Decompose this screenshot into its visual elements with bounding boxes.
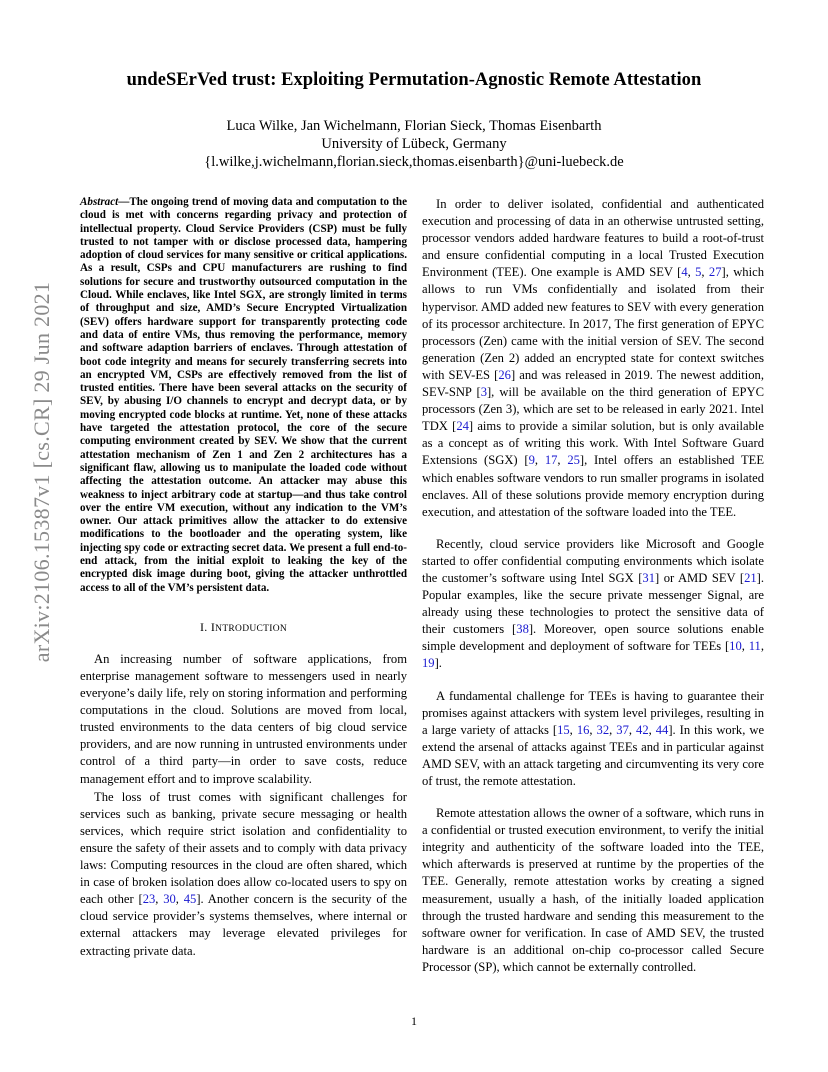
paragraph-text: An increasing number of software applications, from enterprise management software to messengers used in nearly everyone’s daily life, rely on storing information and performing computations in the cloud. Solutions are moved from local, trusted environments to the data centers of big cloud service providers, and are now running in untrusted environments under control of a third party—in order to save costs, reduce management effort and to improve scalability.: [80, 651, 407, 786]
paragraph-text: ]. Moreover, open source solutions enable simple development and deployment of software for TEEs [: [422, 622, 764, 654]
citation-link[interactable]: 4: [681, 265, 688, 280]
paragraph-text: ,: [648, 722, 656, 737]
left-body-text: [80, 651, 407, 960]
citation-link[interactable]: 9: [528, 453, 535, 468]
citation-link[interactable]: 27: [708, 265, 722, 280]
citation-link[interactable]: 15: [557, 722, 570, 737]
paragraph-text: ]. Popular examples, like the secure private messenger Signal, are already using these technologies to protect the sensitive data of their customers [: [422, 570, 765, 637]
paragraph-text: ,: [569, 722, 577, 737]
citation-link[interactable]: 17: [544, 453, 558, 468]
right-column: [422, 196, 764, 991]
paragraph: [80, 789, 407, 960]
paragraph-text: ,: [741, 639, 749, 654]
citation-link[interactable]: 32: [596, 722, 610, 737]
citation-link[interactable]: 5: [695, 265, 702, 280]
citation-link[interactable]: 30: [163, 892, 176, 907]
paragraph-text: ,: [687, 265, 696, 280]
left-column: [80, 196, 407, 960]
paragraph: [80, 651, 407, 788]
citation-link[interactable]: 31: [642, 570, 656, 585]
right-body-text: [422, 196, 764, 976]
abstract-label: Abstract: [80, 196, 119, 208]
paragraph-text: ], Intel offers an established TEE which enables software vendors to run smaller programs in isolated enclaves. All of these solutions provide memory encryption during execution, and attestation of the software loaded into the TEE.: [422, 453, 765, 519]
section-number: I.: [199, 619, 208, 634]
paragraph: [422, 196, 764, 521]
paragraph: [422, 688, 764, 791]
paragraph-text: Remote attestation allows the owner of a software, which runs in a confidential or trusted execution environment, to verify the initial integrity and authenticity of the software loaded into the TEE, which afterwards is preserved at runtime by the properties of the TEE. Generally, remote attestation works by creating a signed measurement, usually a hash, of the initially loaded application through the trusted hardware and sending this measurement to the software owner for verification. In case of AMD SEV, the trusted hardware is an additional on-chip co-processor called Secure Processor (SP), which cannot be externally controlled.: [422, 806, 764, 974]
paragraph-text: A fundamental challenge for TEEs is having to guarantee their promises against attackers with system level privileges, resulting in a large variety of attacks [: [422, 688, 764, 737]
author-affiliation: University of Lübeck, Germany: [321, 136, 507, 152]
paragraph-text: ,: [628, 722, 637, 737]
section-title-rest: NTRODUCTION: [215, 623, 288, 634]
author-names: Luca Wilke, Jan Wichelmann, Florian Sieck, Thomas Eisenbarth: [226, 118, 602, 134]
paragraph-text: ,: [155, 892, 164, 907]
citation-link[interactable]: 24: [456, 419, 469, 434]
citation-link[interactable]: 16: [576, 722, 590, 737]
citation-link[interactable]: 23: [142, 892, 156, 907]
citation-link[interactable]: 37: [616, 722, 629, 737]
citation-link[interactable]: 42: [636, 722, 649, 737]
paragraph-text: ,: [609, 722, 617, 737]
author-block: [0, 117, 828, 171]
citation-link[interactable]: 26: [498, 367, 511, 382]
paragraph-text: ] or AMD SEV [: [655, 570, 745, 585]
paragraph-text: ,: [175, 892, 184, 907]
paragraph-text: ,: [589, 722, 597, 737]
citation-link[interactable]: 45: [183, 892, 197, 907]
section-title-initial: I: [210, 619, 216, 634]
paragraph-text: In order to deliver isolated, confidential and authenticated execution and processing of data in an otherwise untrusted setting, processor vendors added hardware features to build a root-of-trust and ensure confidential computing in a local Trusted Execution Environment (TEE). One example is AMD SEV [: [422, 197, 764, 280]
paragraph-text: ,: [534, 453, 545, 468]
paragraph-text: ].: [434, 656, 442, 671]
citation-link[interactable]: 44: [655, 722, 669, 737]
arxiv-identifier: arXiv:2106.15387v1 [cs.CR] 29 Jun 2021: [29, 281, 54, 663]
citation-link[interactable]: 25: [567, 453, 580, 468]
paragraph-text: ]. In this work, we extend the arsenal of attacks against TEEs and in particular against AMD SEV, with an attack targeting and circumventing its very core of trust, the remote attestation.: [422, 722, 765, 788]
paragraph-text: Recently, cloud service providers like Microsoft and Google started to offer confidential computing environments which isolate the customer’s software using Intel SGX [: [422, 536, 764, 585]
citation-link[interactable]: 10: [729, 639, 742, 654]
citation-link[interactable]: 21: [744, 570, 757, 585]
citation-link[interactable]: 19: [422, 656, 435, 671]
citation-link[interactable]: 38: [516, 622, 529, 637]
paper-title: undeSErVed trust: Exploiting Permutation-Agnostic Remote Attestation: [126, 70, 702, 90]
paragraph-text: ], which allows to run VMs confidentially and isolated from their hypervisor. AMD added new features to SEV with every generation of its processor architecture. In 2017, The first generation of EPYC processors (Zen) came with the initial version of SEV. The second generation (Zen 2) added an encrypted state for context switches with SEV-ES [: [422, 265, 764, 382]
paragraph-text: The loss of trust comes with significant challenges for services such as banking, private secure messaging or health services, which require strict isolation and confidentiality to ensure the safety of their assets and to comply with data privacy laws: Computing resources in the cloud are often shared, which in case of broken isolation does allow co-located users to spy on each other [: [80, 789, 407, 907]
paragraph-text: ] and was released in 2019. The newest addition, SEV-SNP [: [422, 367, 765, 400]
paragraph-text: ,: [760, 639, 765, 654]
author-email: {l.wilke,j.wichelmann,florian.sieck,thomas.eisenbarth}@uni-luebeck.de: [204, 154, 624, 170]
paragraph-text: ,: [557, 453, 568, 468]
paragraph-text: ] aims to provide a similar solution, but is only available as a concept as of writing this work. With Intel Software Guard Extensions (SGX) [: [422, 419, 764, 468]
paragraph: [422, 805, 764, 976]
citation-link[interactable]: 3: [480, 385, 487, 400]
paragraph: [422, 536, 764, 673]
citation-link[interactable]: 11: [748, 639, 761, 654]
paragraph-text: ], will be available on the third generation of EPYC processors (Zen 3), which are set to be released in early 2021. Intel TDX [: [422, 385, 765, 434]
page-number: 1: [411, 1014, 417, 1028]
paragraph-text: ]. Another concern is the security of the cloud service provider’s systems themselves, where internal or external attackers may leverage elevated privileges for extracting private data.: [80, 892, 408, 958]
abstract-text: —The ongoing trend of moving data and computation to the cloud is met with concerns regarding privacy and protection of intellectual property. Cloud Service Providers (CSP) must be fully trusted to not tamper with or disclose processed data, hampering adoption of cloud services for many sensitive or critical applications. As a result, CSPs and CPU manufacturers are rushing to find solutions for secure and trustworthy outsourced computation in the Cloud. While enclaves, like Intel SGX, are strongly limited in terms of throughput and size, AMD’s Secure Encrypted Virtualization (SEV) offers hardware support for transparently protecting code and data of entire VMs, thus removing the performance, memory and software adaption barriers of enclaves. Through attestation of boot code integrity and means for securely transferring secrets into an encrypted VM, CSPs are effectively removed from the list of trusted entities. There have been several attacks on the security of SEV, by abusing I/O channels to encrypt and decrypt data, or by moving encrypted code blocks at runtime. Yet, none of these attacks have targeted the attestation protocol, the core of the secure computing environment created by SEV. We show that the current attestation mechanism of Zen 1 and Zen 2 architectures has a significant flaw, allowing us to manipulate the loaded code without affecting the attestation outcome. An attacker may abuse this weakness to inject arbitrary code at startup—and thus take control over the entire VM execution, without any indication to the VM’s owner. Our attack primitives allow the attacker to do extensive modifications to the bootloader and the operating system, like injecting spy code or extracting secret data. We present a full end-to-end attack, from the initial exploit to leaking the key of the encrypted disk image during boot, giving the attacker unthrottled access to all of the VM’s persistent data.: [80, 196, 407, 594]
paragraph-text: ,: [701, 265, 709, 280]
section-heading: [80, 620, 407, 635]
abstract: [80, 196, 407, 595]
